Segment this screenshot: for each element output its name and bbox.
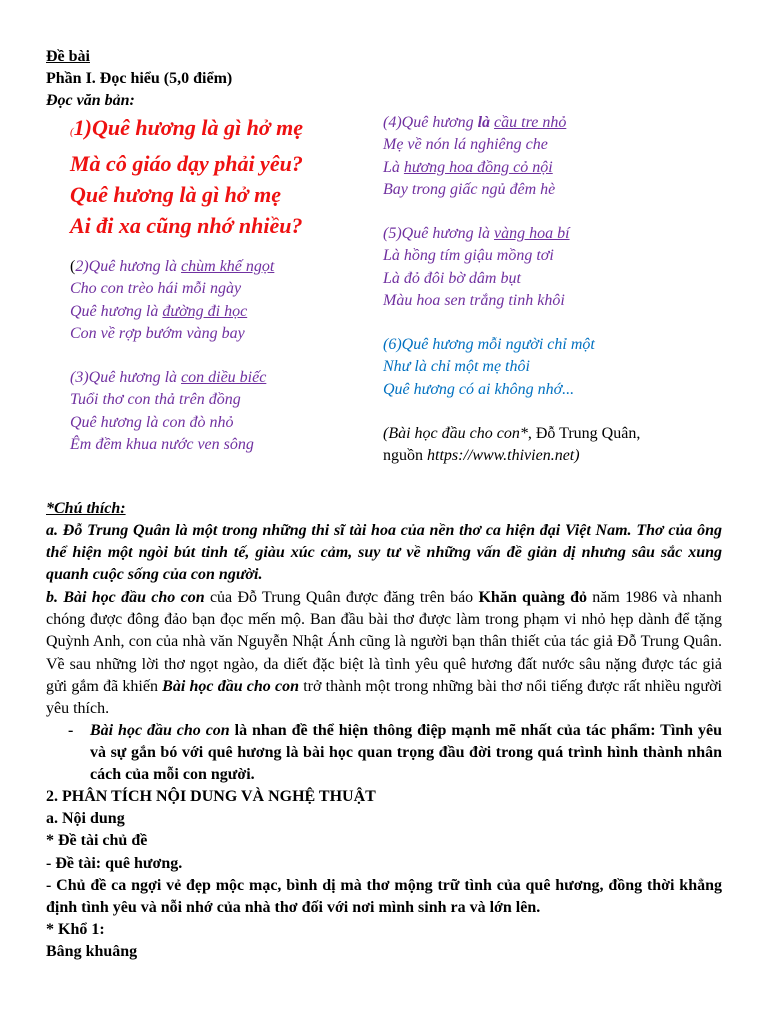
poem-stanza-5 bbox=[383, 223, 570, 312]
notes-heading: *Chú thích: bbox=[46, 500, 126, 517]
poem-line: Quê hương có ai không nhớ... bbox=[383, 380, 575, 398]
poem-stanza-1 bbox=[70, 112, 303, 241]
poem-line: Là đỏ đôi bờ dâm bụt bbox=[383, 269, 521, 287]
poem-line: (6)Quê hương mỗi người chỉ một bbox=[383, 336, 595, 353]
poem-line: (1)Quê hương là gì hở mẹ bbox=[70, 115, 303, 140]
theme-heading: * Đề tài chủ đề bbox=[46, 832, 148, 850]
poem-line: Mà cô giáo dạy phải yêu? bbox=[70, 151, 303, 176]
poem-line: Cho con trèo hái mỗi ngày bbox=[70, 280, 242, 298]
poem-stanza-4 bbox=[383, 112, 566, 201]
bullet-text: Bài học đầu cho con là nhan đề thể hiện thông điệp mạnh mẽ nhất của tác phẩm: Tình yêu và sự gắn bó với quê hương là bài học quan trọng đầu đời trong quá trình hình thành nhân cách của mỗi con người. bbox=[90, 722, 722, 784]
poem-line: (4)Quê hương là cầu tre nhỏ bbox=[383, 114, 567, 131]
reading-instruction: Đọc văn bản: bbox=[46, 92, 135, 109]
stanza-1-heading: * Khổ 1: bbox=[46, 921, 105, 939]
poem-line: Quê hương là con đò nhỏ bbox=[70, 413, 234, 431]
note-a-text: a. Đỗ Trung Quân là một trong những thi sĩ tài hoa của nền thơ ca hiện đại Việt Nam. Thơ của ông thể hiện một ngòi bút tinh tế, giàu xúc cảm, suy tư về những vấn đề giản dị nhưng sâu sắc xung quanh cuộc sống của con người. bbox=[46, 522, 722, 584]
poem-line: Tuổi thơ con thả trên đồng bbox=[70, 391, 241, 409]
poem-stanza-6 bbox=[383, 334, 595, 401]
bullet-dash: - bbox=[68, 722, 74, 739]
note-b-text: b. Bài học đầu cho con của Đỗ Trung Quân được đăng trên báo Khăn quàng đỏ năm 1986 và nhanh chóng được đông đảo bạn đọc mến mộ. Ban đầu bài thơ được làm trong phạm vi nhỏ hẹp dành để tặng Quỳnh Anh, con của nhà văn Nguyễn Nhật Ánh cũng là người bạn thân thiết của tác giả Đỗ Trung Quân. Về sau những lời thơ ngọt ngào, da diết đặc biệt là tình yêu quê hương đất nước sâu nặng được tác giả gửi gắm đã khiến Bài học đầu cho con trở thành một trong những bài thơ nổi tiếng được rất nhiều người yêu thích. bbox=[46, 589, 722, 718]
part-heading: Phần I. Đọc hiểu (5,0 điểm) bbox=[46, 70, 233, 87]
poem-line: Như là chỉ một mẹ thôi bbox=[383, 358, 530, 376]
note-b bbox=[46, 587, 722, 720]
section-2 bbox=[46, 786, 722, 964]
source-line: nguồn https://www.thivien.net) bbox=[383, 447, 580, 465]
source-line: (Bài học đầu cho con*, Đỗ Trung Quân, bbox=[383, 425, 641, 442]
poem-stanza-3 bbox=[70, 367, 266, 456]
poem-line: Là hương hoa đồng cỏ nội bbox=[383, 158, 553, 176]
poem-line: Ai đi xa cũng nhớ nhiều? bbox=[70, 213, 303, 238]
poem-line: Màu hoa sen trắng tinh khôi bbox=[383, 291, 565, 309]
poem-line: Là hồng tím giậu mồng tơi bbox=[383, 247, 554, 265]
theme-paragraph: - Chủ đề ca ngợi vẻ đẹp mộc mạc, bình dị mà thơ mộng trữ tình của quê hương, đồng thời khẳng định tình yêu và nỗi nhớ của nhà thơ đối với nơi mình sinh ra và lớn lên. bbox=[46, 876, 722, 917]
subsection-heading: a. Nội dung bbox=[46, 810, 125, 828]
poem-line: Quê hương là gì hở mẹ bbox=[70, 182, 281, 207]
poem-stanza-2 bbox=[70, 256, 274, 345]
poem-line: Con về rợp bướm vàng bay bbox=[70, 324, 245, 342]
poem-line: Êm đềm khua nước ven sông bbox=[70, 435, 254, 453]
poem-line: (2)Quê hương là chùm khế ngọt bbox=[70, 258, 275, 275]
poem-line: (5)Quê hương là vàng hoa bí bbox=[383, 225, 570, 242]
section-heading: 2. PHÂN TÍCH NỘI DUNG VÀ NGHỆ THUẬT bbox=[46, 788, 376, 805]
poem-line: Bay trong giấc ngủ đêm hè bbox=[383, 180, 556, 198]
title-meaning-bullet bbox=[68, 720, 722, 787]
topic-line: - Đề tài: quê hương. bbox=[46, 854, 183, 872]
note-a bbox=[46, 520, 722, 587]
poem-line: Quê hương là đường đi học bbox=[70, 302, 248, 320]
poem-line: (3)Quê hương là con diều biếc bbox=[70, 369, 267, 386]
exam-title: Đề bài bbox=[46, 48, 90, 65]
poem-source bbox=[383, 423, 640, 468]
stanza-1-keyword: Bâng khuâng bbox=[46, 943, 138, 961]
poem-line: Mẹ về nón lá nghiêng che bbox=[383, 136, 548, 154]
